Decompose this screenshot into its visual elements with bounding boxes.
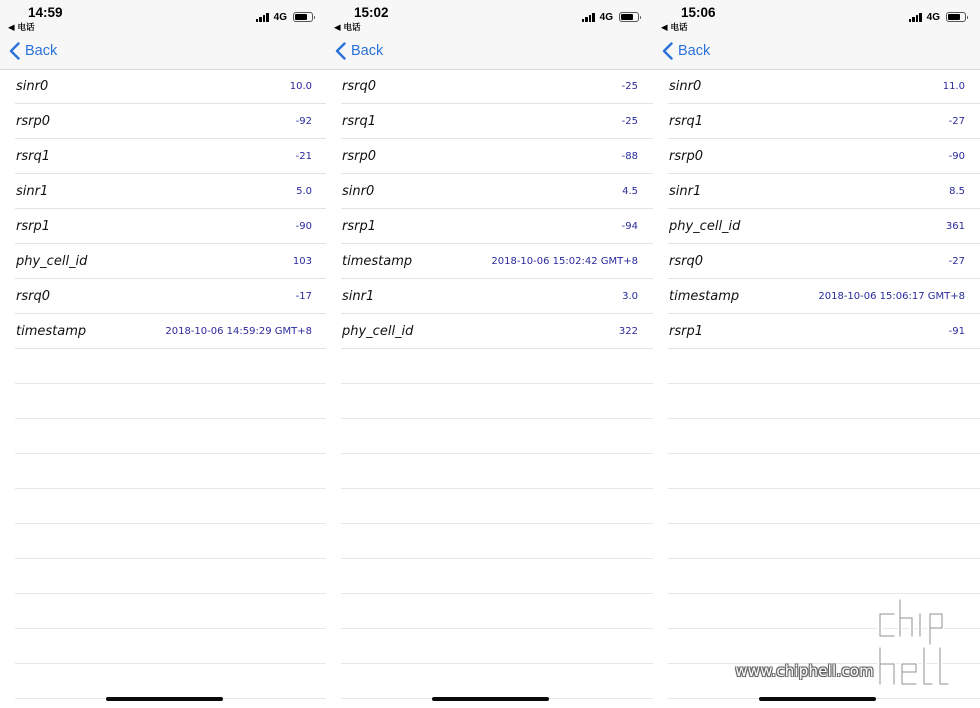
chevron-left-icon xyxy=(662,42,673,60)
table-row[interactable] xyxy=(15,244,327,279)
table-row[interactable] xyxy=(15,139,327,174)
row-value: 3.0 xyxy=(622,291,638,302)
row-key: phy_cell_id xyxy=(669,219,741,234)
row-value: -90 xyxy=(948,151,965,162)
back-button[interactable] xyxy=(9,42,57,60)
empty-row xyxy=(668,419,980,454)
table-row[interactable] xyxy=(668,174,980,209)
empty-row xyxy=(341,594,653,629)
row-value: 2018-10-06 15:06:17 GMT+8 xyxy=(818,291,965,302)
chevron-left-icon xyxy=(9,42,20,60)
watermark-url: www.chiphell.com xyxy=(735,662,874,680)
status-bar xyxy=(326,0,653,34)
empty-row xyxy=(668,594,980,629)
empty-row xyxy=(341,559,653,594)
row-value: 2018-10-06 14:59:29 GMT+8 xyxy=(165,326,312,337)
row-key: rsrp1 xyxy=(342,219,376,234)
row-key: rsrq1 xyxy=(669,114,703,129)
row-value: -92 xyxy=(295,116,312,127)
row-key: timestamp xyxy=(669,289,740,304)
table-row[interactable] xyxy=(668,69,980,104)
row-key: rsrp0 xyxy=(669,149,703,164)
network-type: 4G xyxy=(273,11,287,23)
row-value: -88 xyxy=(621,151,638,162)
status-bar xyxy=(653,0,980,34)
table-row[interactable] xyxy=(341,104,653,139)
row-value: 8.5 xyxy=(949,186,965,197)
row-key: phy_cell_id xyxy=(16,254,88,269)
table-row[interactable] xyxy=(668,104,980,139)
status-indicators xyxy=(256,11,313,23)
back-label: Back xyxy=(678,43,711,59)
empty-row xyxy=(668,489,980,524)
phone-screen xyxy=(0,0,327,708)
row-value: -25 xyxy=(621,81,638,92)
table-row[interactable] xyxy=(15,174,327,209)
status-indicators xyxy=(909,11,966,23)
battery-icon xyxy=(619,12,639,22)
empty-row xyxy=(668,559,980,594)
row-value: -27 xyxy=(948,256,965,267)
row-value: 103 xyxy=(292,256,312,267)
empty-row xyxy=(668,384,980,419)
battery-icon xyxy=(293,12,313,22)
network-type: 4G xyxy=(926,11,940,23)
table-row[interactable] xyxy=(668,244,980,279)
battery-icon xyxy=(946,12,966,22)
phone-screen xyxy=(326,0,653,708)
empty-row xyxy=(668,524,980,559)
row-value: 11.0 xyxy=(942,81,965,92)
row-key: sinr0 xyxy=(16,79,49,94)
empty-row xyxy=(15,664,327,699)
status-time: 14:59 xyxy=(28,5,63,20)
table-row[interactable] xyxy=(15,314,327,349)
empty-row xyxy=(341,489,653,524)
table-row[interactable] xyxy=(341,139,653,174)
table-row[interactable] xyxy=(668,209,980,244)
signal-strength-icon xyxy=(909,13,923,22)
row-value: -21 xyxy=(295,151,312,162)
row-key: timestamp xyxy=(16,324,87,339)
table-row[interactable] xyxy=(341,314,653,349)
empty-row xyxy=(341,349,653,384)
empty-row xyxy=(15,594,327,629)
row-key: rsrp1 xyxy=(16,219,50,234)
empty-row xyxy=(15,349,327,384)
empty-row xyxy=(15,524,327,559)
row-value: 322 xyxy=(618,326,638,337)
table-row[interactable] xyxy=(341,244,653,279)
table-row[interactable] xyxy=(341,209,653,244)
row-key: rsrq0 xyxy=(16,289,50,304)
row-value: 4.5 xyxy=(622,186,638,197)
empty-row xyxy=(341,419,653,454)
home-indicator[interactable] xyxy=(432,697,549,701)
table-row[interactable] xyxy=(15,279,327,314)
table-row[interactable] xyxy=(341,69,653,104)
navigation-bar xyxy=(0,34,327,70)
back-label: Back xyxy=(25,43,58,59)
empty-row xyxy=(668,349,980,384)
row-key: rsrq0 xyxy=(669,254,703,269)
empty-row xyxy=(15,629,327,664)
network-type: 4G xyxy=(599,11,613,23)
table-row[interactable] xyxy=(341,279,653,314)
back-button[interactable] xyxy=(335,42,383,60)
key-value-list xyxy=(653,70,980,708)
row-value: 5.0 xyxy=(296,186,312,197)
row-value: -94 xyxy=(621,221,638,232)
row-value: 2018-10-06 15:02:42 GMT+8 xyxy=(491,256,638,267)
navigation-bar xyxy=(653,34,980,70)
back-to-app-link[interactable]: ◀ 电话 xyxy=(8,23,35,33)
row-value: 10.0 xyxy=(289,81,312,92)
row-key: sinr1 xyxy=(16,184,49,199)
row-key: rsrq0 xyxy=(342,79,376,94)
row-value: -91 xyxy=(948,326,965,337)
empty-row xyxy=(15,454,327,489)
empty-row xyxy=(15,559,327,594)
row-key: phy_cell_id xyxy=(342,324,414,339)
key-value-list xyxy=(326,70,653,708)
empty-row xyxy=(15,419,327,454)
empty-row xyxy=(341,454,653,489)
chevron-left-icon xyxy=(335,42,346,60)
empty-row xyxy=(341,629,653,664)
empty-row xyxy=(15,489,327,524)
back-button[interactable] xyxy=(662,42,710,60)
empty-row xyxy=(15,384,327,419)
table-row[interactable] xyxy=(668,314,980,349)
row-key: rsrp1 xyxy=(669,324,703,339)
back-to-app-link[interactable]: ◀ 电话 xyxy=(661,23,688,33)
table-row[interactable] xyxy=(15,69,327,104)
home-indicator[interactable] xyxy=(106,697,223,701)
empty-row xyxy=(341,384,653,419)
empty-row xyxy=(341,524,653,559)
row-key: rsrq1 xyxy=(342,114,376,129)
empty-row xyxy=(668,664,980,699)
row-key: sinr0 xyxy=(342,184,375,199)
status-time: 15:02 xyxy=(354,5,389,20)
row-value: -90 xyxy=(295,221,312,232)
row-value: -27 xyxy=(948,116,965,127)
row-key: rsrp0 xyxy=(342,149,376,164)
row-value: -25 xyxy=(621,116,638,127)
empty-row xyxy=(668,629,980,664)
row-value: -17 xyxy=(295,291,312,302)
signal-strength-icon xyxy=(256,13,270,22)
table-row[interactable] xyxy=(15,104,327,139)
table-row[interactable] xyxy=(668,139,980,174)
empty-row xyxy=(668,454,980,489)
status-time: 15:06 xyxy=(681,5,716,20)
table-row[interactable] xyxy=(341,174,653,209)
navigation-bar xyxy=(326,34,653,70)
status-bar xyxy=(0,0,327,34)
row-key: sinr1 xyxy=(342,289,375,304)
back-to-app-link[interactable]: ◀ 电话 xyxy=(334,23,361,33)
back-label: Back xyxy=(351,43,384,59)
row-value: 361 xyxy=(945,221,965,232)
row-key: rsrp0 xyxy=(16,114,50,129)
table-row[interactable] xyxy=(15,209,327,244)
signal-strength-icon xyxy=(582,13,596,22)
empty-row xyxy=(341,664,653,699)
status-indicators xyxy=(582,11,639,23)
row-key: sinr0 xyxy=(669,79,702,94)
row-key: sinr1 xyxy=(669,184,702,199)
home-indicator[interactable] xyxy=(759,697,876,701)
phone-screen xyxy=(653,0,980,708)
row-key: timestamp xyxy=(342,254,413,269)
key-value-list xyxy=(0,70,327,708)
table-row[interactable] xyxy=(668,279,980,314)
row-key: rsrq1 xyxy=(16,149,50,164)
